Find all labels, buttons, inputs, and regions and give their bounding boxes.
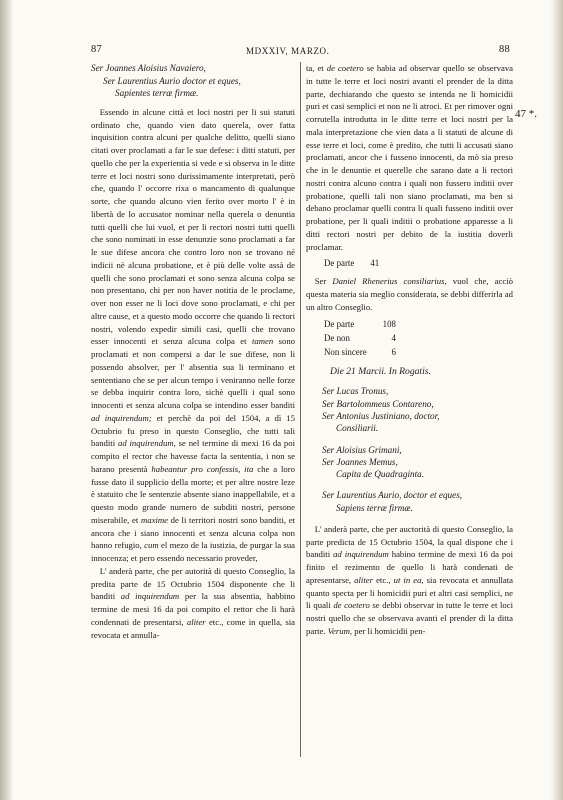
vote-count: 6	[391, 347, 396, 358]
vote-count: 4	[391, 332, 396, 343]
vote-tally	[322, 316, 398, 361]
signatory-name: Ser Lucas Tronus,	[322, 386, 389, 397]
vote-label: De parte	[324, 258, 355, 269]
page-number-left: 87	[91, 44, 103, 55]
right-column	[306, 62, 513, 638]
vote-tally	[322, 255, 381, 271]
paragraph: Ser Daniel Rhenerius consiliarius, vuol che, acciò questa materia sia meglio considerata, se debbi differirla ad un altro Conseglio.	[306, 276, 514, 312]
left-column	[91, 62, 295, 641]
signatories-block	[91, 62, 295, 100]
vote-row	[324, 346, 396, 358]
vote-label: De parte	[324, 318, 355, 329]
running-title: MDXXIV, MARZO.	[246, 46, 330, 56]
page-number-right: 88	[499, 44, 511, 55]
session-rubric: Die 21 Marcii. In Rogatis.	[330, 366, 431, 378]
signatory-title: Sapientes terræ firmæ.	[115, 88, 199, 99]
signatory-name: Ser Aloisius Grimani,	[322, 444, 402, 455]
signatory-name: Ser Laurentius Aurio, doctor et eques,	[322, 490, 463, 501]
vote-row	[324, 332, 396, 344]
signatory-title: Sapiens terræ firmæ.	[336, 502, 413, 513]
signatories-block	[322, 489, 513, 514]
vote-count: 41	[370, 258, 380, 269]
vote-row	[324, 318, 396, 330]
signatory-name: Ser Joannes Aloisius Navaiero,	[91, 63, 206, 73]
column-divider	[300, 62, 301, 757]
margin-note: 47 *.	[515, 108, 537, 120]
paragraph: Essendo in alcune città et loci nostri per li sui statuti ordinato che, quando vien dato querela, over fatta inquisition contra alcuni per qualche delitto, quelli siano citati over proclamati a far le sue defese: i ditti statuti, per quello che per la experientia si vede e si observa in le ditte terre et loci nostri sono durissimamente interpretati, però che, quando l' occorre rixa o mancamento di qualunque sorte, che quando alcuno vien ferito over morto l' è in libertà de lo accusator nominar nella querela o denuntia tutti quelli che lui vuol, et per li rectori nostri tutti quelli che sono nominati in esse denunzie sono proclamati a far le sue difese ancora che contro loro non se trovano nè indicii nè alcuna probatione, et è più delle volte assà de quelli che sono proclamati et sono senza alcuna colpa se non presentano, chi per non haver notitia de le proclame, over non esser ne li loci dove sono proclamati, e chi per altre cause, et a questo modo occorre che quando li rectori nostri, volendo expedir simili casi, quelli che trovano esser innocenti et senza alcuna colpa et tamen sono proclamati et non compersi a dar le sue difese, non li possendo absolver, per l' absentia sua li terminano et sententiano che se per alcun tempo i veniranno nelle forze se debba inquirir contra loro, sichè quelli i qual sono innocenti et senza alcuna colpa se intendino esser banditi ad inquirendum; et perchè da poi del 1504, a dì 15 Octubrio fu preso in questo Conseglio, che tutti tali banditi ad inquirendum, se nel termine di mexi 16 da poi compito el rector che havesse facta la sententia, i non se harano presentà habeantur pro confessis, ita che a loro fusse dato il supplicio della morte; et per altre nostre leze è statuito che le sentenzie absente siano inappellabile, et a questo modo grande numero de subditi nostri, persone miserabile, et maxime de li territori nostri sono banditi, et ancora che i siano innocenti et senza alcuna colpa non hanno refugio, cum el mezo de la iustizia, de purgar la sua innocenza; et pero essendo necessario proveder,	[91, 106, 296, 564]
signatory-name: Ser Antonius Justiniano, doctor,	[322, 410, 440, 421]
paragraph: L' anderà parte, che per auctorità di questo Conseglio, la parte predicta de 15 Octubrio 1504, la qual dispone che i banditi ad inquirendum habino termine de mexi 16 da poi finito el rezimento de quello li harà condenati de apresentarse, aliter etc., ut in ea, sia revocata et annullata quanto specta per li homicidii puri et altri casi semplici, ne li quali de coetero se debbi observar in tutte le terre et loci nostri quello che se observava avanti el prender di la ditta parte. Verum, per li homicidii pen-	[306, 523, 514, 636]
signatory-title: Capita de Quadraginta.	[336, 469, 425, 480]
page-edge-shadow	[553, 0, 563, 800]
vote-row	[324, 257, 379, 269]
paragraph: ta, et de coetero se habia ad observar quello se observava in tutte le terre et loci nostri avanti el prender de la ditta parte, dechiarando che questo se intenda ne li homicidii puri et casi semplici et non ne li atroci. Et per rimover ogni corrutella introdutta in le ditte terre et loci nostri per la mala interpretazione che vien data a li statuti de alcune di esse terre et loci, come è predito, che tutti li accusati siano proclamati, ancor che i fusseno innocenti, da mò sia preso che in le denuntie et querelle che sarano date a li rectori nostri contra alcuno contra i quali non fussero inditii over probatione, quelli tali non siano proclamati, ma ben si debano proclamar quelli contra li quali fusseno inditii over probatione, per li quali inditii o probatione apparesse a li ditti rectori nostri per debito de la iustitia doverli proclamar.	[306, 63, 514, 252]
paragraph: L' anderà parte, che per autorità di questo Conseglio, la predita parte de 15 Octubrio 1504 disponente che li banditi ad inquirendum per la sua absentia, habbino termine de mesi 16 da poi compito el rettor che li harà condennati de presentarsi, aliter etc., come in quella, sia revocata et annulla-	[91, 565, 296, 640]
page-gutter-shadow	[0, 0, 12, 800]
signatory-name: Ser Bartolommeus Contareno,	[322, 398, 434, 409]
signatories-block	[322, 385, 513, 434]
signatory-title: Consiliarii.	[336, 423, 379, 434]
vote-label: De non	[324, 332, 350, 343]
signatory-name: Ser Joannes Memus,	[322, 456, 398, 467]
signatories-block	[322, 444, 513, 481]
vote-count: 108	[382, 318, 396, 329]
signatory-name: Ser Laurentius Aurio doctor et eques,	[103, 75, 241, 86]
vote-label: Non sincere	[324, 347, 367, 358]
